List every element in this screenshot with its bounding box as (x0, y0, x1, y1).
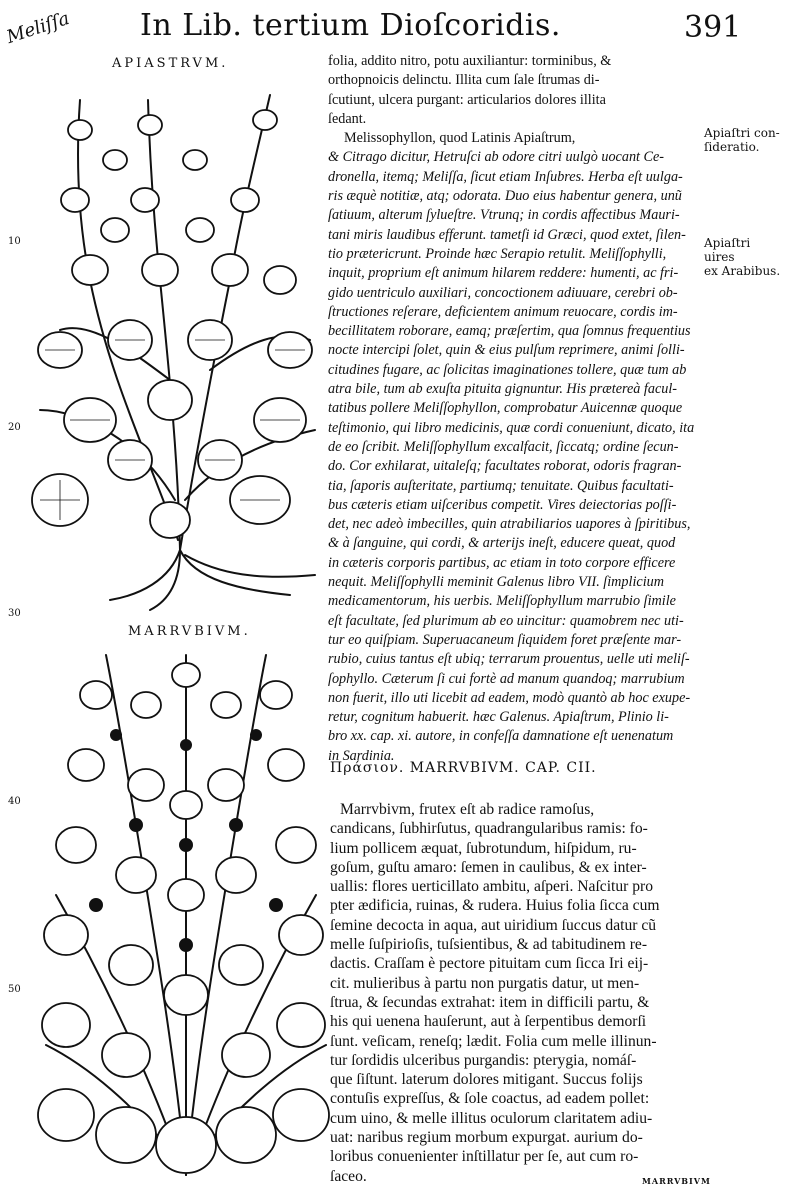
text-line: & Citrago dicitur, Hetruſci ab odore citri uulgò uocant Ce- (328, 149, 665, 166)
text-line: que ſiſtunt. laterum dolores mitigant. Succus folijs (330, 1071, 643, 1089)
marrubium-woodcut-illustration (36, 645, 331, 1190)
text-line: lium pollicem æquat, ſubrotundum, hiſpidum, ru- (330, 839, 637, 857)
text-line: retur, cognitum habuerit. hæc Galenus. Apiaſtrum, Plinio li- (328, 709, 669, 726)
apiastrum-woodcut-illustration (20, 80, 320, 615)
text-line: candicans, ſubhirſutus, quadrangularibus ramis: fo- (330, 820, 648, 838)
text-line: do. Cor exhilarat, uitaleſq; facultates roborat, odoris fragran- (328, 458, 682, 475)
text-line: nequit. Meliſſophylli meminit Galenus libro VII. ſimplicium (328, 574, 664, 591)
text-line: ſatiuum, alterum ſylueſtre. Vtrunq; in cordis affectibus Mauri- (328, 207, 680, 224)
figure-caption-marrubium: MARRVBIVM. (128, 624, 251, 639)
text-line: rubio, cuius tantus eſt ubiq; terrarum prouentus, uelle uti meliſ- (328, 651, 690, 668)
marginal-note-line: ex Arabibus. (704, 264, 781, 278)
text-line: uallis: flores uerticillato ambitu, aſperi. Naſcitur pro (330, 878, 654, 896)
text-line: tani miris laudibus efferunt. tametſi id Græci, quod extet, ſilen- (328, 226, 686, 243)
handwritten-annotation: Meliſſa (4, 8, 72, 48)
line-number: 50 (8, 984, 21, 995)
apiastrum-text-column (328, 52, 700, 766)
marginal-note-line: Apiaſtri con- (704, 126, 780, 140)
text-line: melle ſuſpirioſis, tuſsientibus, & ad tabitudinem re- (330, 936, 648, 954)
marginal-note (704, 236, 784, 278)
line-number: 40 (8, 796, 21, 807)
text-line: pter ædificia, ruinas, & rudera. Huius folia ſicca cum (330, 897, 660, 915)
text-line: medicamentorum, his uerbis. Meliſſophyllum marrubio ſimile (328, 593, 676, 610)
text-line: ſtructiones reſerare, deficientem animum reuocare, cordis im- (328, 303, 678, 320)
figure-caption-apiastrum: APIASTRVM. (112, 56, 229, 71)
text-line: nocte intercipi ſolet, quin & eius pulſum reprimere, animi ſolli- (328, 342, 685, 359)
text-line: ſcutiunt, ulcera purgant: articularios dolores illita (328, 91, 606, 108)
text-line: dronella, itemq; Meliſſa, ſicut etiam Inſubres. Herba eſt uulga- (328, 168, 683, 185)
text-line: in Sardinia. (328, 747, 395, 764)
text-line: orthopnoicis delinctu. Illita cum ſale ſtrumas di- (328, 72, 600, 89)
text-line: ſaceo. (330, 1167, 367, 1185)
marginal-note-line: Apiaſtri uires (704, 236, 751, 264)
text-line: ſophyllo. Cæterum ſi cui fortè ad manum quandoq; marrubium (328, 670, 685, 687)
text-line: uat: naribus regium morbum expurgat. aurium do- (330, 1129, 643, 1147)
text-line: Melissophyllon, quod Latinis Apiaſtrum, (344, 130, 576, 147)
text-line: ſunt. veſicam, reneſq; lædit. Folia cum melle illinun- (330, 1032, 657, 1050)
text-line: folia, addito nitro, potu auxiliantur: torminibus, & (328, 53, 612, 69)
text-line: goſum, guſtu amaro: ſemen in caulibus, & ex inter- (330, 858, 647, 876)
text-line: teſtimonio, qui libro medicinis, quæ cordi conueniunt, dicato, ita (328, 419, 695, 436)
text-line: de eo ſcribit. Meliſſophyllum excalfacit, ſiccatq; ordine ſecun- (328, 438, 679, 455)
text-line: becillitatem roborare, eamq; præſertim, qua ſomnus frequentius (328, 323, 691, 340)
running-header: In Lib. tertium Dioſcoridis. (140, 8, 561, 43)
page-number: 391 (684, 10, 742, 45)
catchword: MARRVBIVM (642, 1176, 711, 1186)
text-line: tur eo quiſpiam. Superuacaneum ſiquidem foret præſente mar- (328, 631, 682, 648)
text-line: ſtrua, & ſecundas extrahat: item in difficili partu, & (330, 993, 650, 1011)
text-line: loribus conuenienter inſtillatur per ſe, aut cum ro- (330, 1148, 639, 1166)
text-line: contuſis expreſſus, & ſole coactus, ad eadem pollet: (330, 1090, 650, 1108)
text-line: cit. mulieribus à partu non purgatis datur, ut men- (330, 974, 640, 992)
text-line: bus cæteris etiam uiſceribus competit. Vires deiectorias poſſi- (328, 496, 677, 513)
text-line: atra bile, tum ab exuſta pituita gignuntur. His prætereà facul- (328, 381, 678, 398)
line-number: 10 (8, 236, 21, 247)
text-line: & à ſanguine, qui cordi, & arterijs ineſt, educere queat, quod (328, 535, 676, 552)
text-line: tio prætericrunt. Proinde hæc Serapio retulit. Meliſſophylli, (328, 245, 667, 262)
chapter-heading: Πράσιον. MARRVBIVM. CAP. CII. (330, 760, 597, 776)
text-line: ſedant. (328, 110, 367, 127)
text-line: ſemine decocta in aqua, aut uiridium ſuccus datur cũ (330, 916, 657, 934)
text-line: tur ſordidis ulceribus purgandis: pterygia, nomáſ- (330, 1051, 637, 1069)
text-line: bro xx. cap. xi. autore, in confeſſa damnatione eſt uenenatum (328, 728, 674, 745)
text-line: ris æquè notitiæ, atq; odorata. Duo eius habentur genera, unũ (328, 188, 682, 205)
marginal-note-line: ſideratio. (704, 140, 760, 154)
text-line: inquit, proprium eſt animum hilarem reddere: humenti, ac fri- (328, 265, 679, 282)
marrubium-text-column (330, 800, 700, 1186)
text-line: cum uino, & melle illitus oculorum claritatem adiu- (330, 1109, 653, 1127)
text-line: eſt facultate, ſed plurimum ab eo uincitur: quamobrem nec uti- (328, 612, 684, 629)
text-line: his qui uenena hauſerunt, aut à ſerpentibus demorſi (330, 1013, 647, 1031)
text-line: in cæteris corporis partibus, ac etiam in toto corpore efficere (328, 554, 676, 571)
line-number: 30 (8, 608, 21, 619)
text-line: det, nec adeò imbecilles, quin atrabiliarios uapores à ſpiritibus, (328, 516, 691, 533)
text-line: tatibus pollere Meliſſophyllon, comprobatur Auicennæ quoque (328, 400, 683, 417)
line-number: 20 (8, 422, 21, 433)
text-line: dactis. Craſſam è pectore pituitam cum ſicca Iri eij- (330, 955, 649, 973)
text-line: Marrvbivm, frutex eſt ab radice ramoſus, (340, 801, 595, 818)
text-line: citudines fugare, ac ſolicitas imaginationes tollere, quæ tum ab (328, 361, 687, 378)
marginal-note (704, 126, 784, 154)
text-line: gido uentriculo auxiliari, concoctionem adiuuare, cerebri ob- (328, 284, 678, 301)
text-line: non fuerit, illo uti licebit ad eadem, modò quantò ab hoc exupe- (328, 689, 691, 706)
text-line: tia, ſaporis auſteritate, partiumq; tenuitate. Quibus facultati- (328, 477, 674, 494)
